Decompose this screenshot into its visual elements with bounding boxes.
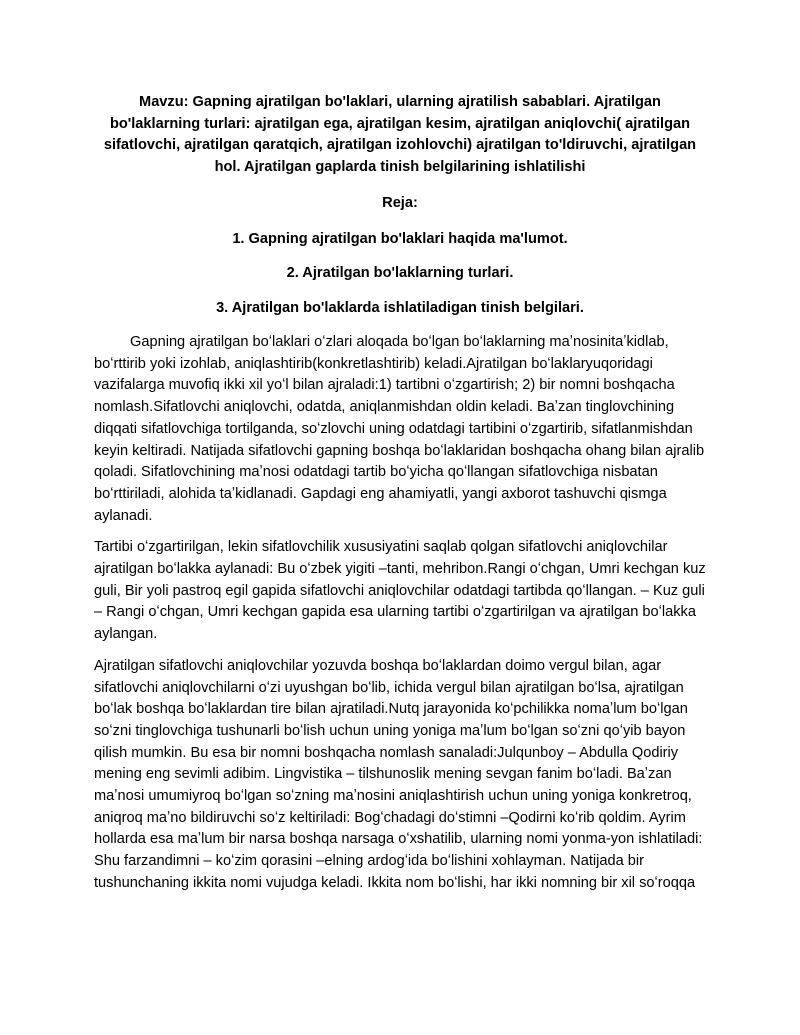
body-paragraph-1: Gapning ajratilgan boʻlaklari oʻzlari aloqada boʻlgan boʻlaklarning maʼnosinitaʼkidlab, boʻrttirib yoki izohlab, aniqlashtirib(konkretlashtirib) keladi.Ajratilgan boʻlaklaryuqoridagi vazifalarga muvofiq ikki xil yoʻl bilan ajraladi:1) tartibni oʻzgartirish; 2) bir nomni boshqacha nomlash.Sifatlovchi aniqlovchi, odatda, aniqlanmishdan oldin keladi. Baʼzan tinglovchining diqqati sifatlovchiga tortilganda, soʻzlovchi uning odatdagi tartibini oʻzgartirib, sifatlanmishdan keyin keltiradi. Natijada sifatlovchi gapning boshqa boʻlaklaridan boshqacha ohang bilan ajralib qoladi. Sifatlovchining maʼnosi odatdagi tartib boʻyicha qoʻllangan sifatlovchiga nisbatan boʻrttiriladi, alohida taʼkidlanadi. Gapdagi eng ahamiyatli, yangi axborot tashuvchi qismga aylanadi. [94,334,705,524]
page-title: Mavzu: Gapning ajratilgan bo'laklari, ularning ajratilish sabablari. Ajratilgan bo'laklarning turlari: ajratilgan ega, ajratilgan kesim, ajratilgan aniqlovchi( ajratilgan sifatlovchi, ajratilgan qaratqich, ajratilgan izohlovchi) ajratilgan to'ldiruvchi, ajratilgan hol. Ajratilgan gaplarda tinish belgilarining ishlatilishi [103,94,697,175]
plan-item-3: 3. Ajratilgan bo'laklarda ishlatiladigan tinish belgilari. [216,299,584,316]
body-paragraph-2: Tartibi oʻzgartirilgan, lekin sifatlovchilik xususiyatini saqlab qolgan sifatlovchi aniqlovchilar ajratilgan boʻlakka aylanadi: Bu oʻzbek yigiti –tanti, mehribon.Rangi oʻchgan, Umri kechgan kuz guli, Bir yoli pastroq egil gapida sifatlovchi aniqlovchilar odatdagi tartibda qoʻllangan. – Kuz guli – Rangi oʻchgan, Umri kechgan gapida esa ularning tartibi oʻzgartirilgan va ajratilgan boʻlakka aylangan. [94,539,706,643]
plan-heading: Reja: [382,195,418,211]
document-body [94,92,706,905]
body-paragraph-3: Ajratilgan sifatlovchi aniqlovchilar yozuvda boshqa boʻlaklardan doimo vergul bilan, agar sifatlovchi aniqlovchilarni oʻzi uyushgan boʻlib, ichida vergul bilan ajratilgan boʻlsa, ajratilgan boʻlak boshqa boʻlaklardan tire bilan ajratiladi.Nutq jarayonida koʻpchilikka nomaʼlum boʻlgan soʻzni tinglovchiga tushunarli boʻlish uchun uning yoniga maʼlum boʻlgan soʻzni qoʻyib bayon qilish mumkin. Bu esa bir nomni boshqacha nomlash sanaladi:Julqunboy – Abdulla Qodiriy mening eng sevimli adibim. Lingvistika – tilshunoslik mening sevgan fanim boʻladi. Baʼzan maʼnosi umumiyroq boʻlgan soʻzning maʼnosini aniqlashtirish uchun uning yoniga konkretroq, aniqroq maʼno bildiruvchi soʻz keltiriladi: Bogʻchadagi doʻstimni –Qodirni koʻrib qoldim. Ayrim hollarda esa maʼlum bir narsa boshqa narsaga oʻxshatilib, ularning nomi yonma-yon ishlatiladi: Shu farzandimni – koʻzim qorasini –elning ardogʻida boʻlishini xohlayman. Natijada bir tushunchaning ikkita nomi vujudga keladi. Ikkita nom boʻlishi, har ikki nomning bir xil soʻroqqa [94,657,703,891]
plan-item-1: 1. Gapning ajratilgan bo'laklari haqida ma'lumot. [232,230,568,247]
plan-item-2: 2. Ajratilgan bo'laklarning turlari. [286,265,514,281]
